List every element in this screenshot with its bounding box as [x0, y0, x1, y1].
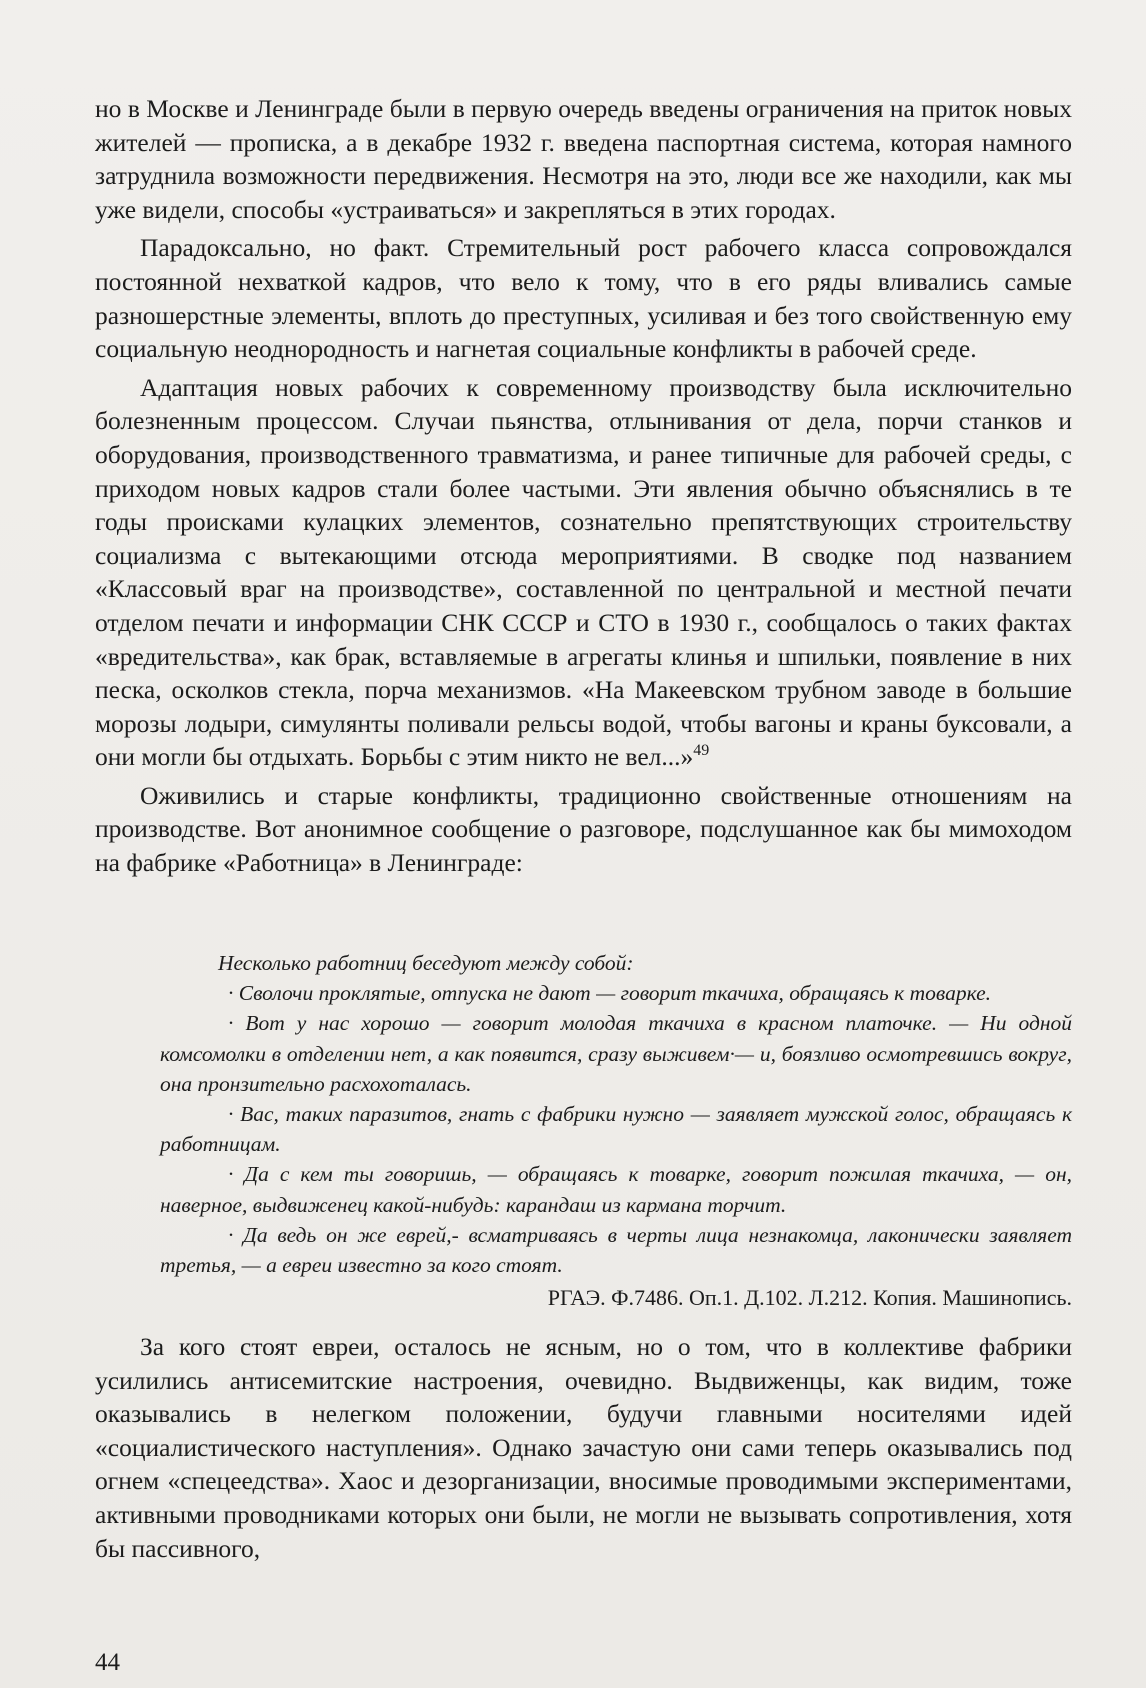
main-text-top	[95, 92, 1072, 880]
paragraph-conflicts: Оживились и старые конфликты, традиционно свойственные отношениям на производстве. Вот анонимное сообщение о разговоре, подслушанное как бы мимоходом на фабрике «Работница» в Ленинграде:	[95, 780, 1072, 878]
paragraph-paradox: Парадоксально, но факт. Стремительный рост рабочего класса сопровождался постоянной нехваткой кадров, что вело к тому, что в его ряды вливались самые разношерстные элементы, вплоть до преступных, усиливая и без того свойственную ему социальную неоднородность и нагнетая социальные конфликты в рабочей среде.	[95, 233, 1072, 364]
paragraph-adaptation-text: Адаптация новых рабочих к современному производству была исключительно болезненным процессом. Случаи пьянства, отлынивания от дела, порчи станков и оборудования, производственного травматизма, и ранее типичные для рабочей среды, с приходом новых кадров стали более частыми. Эти явления обычно объяснялись в те годы происками кулацких элементов, сознательно препятствующих строительству социализма с вытекающими отсюда мероприятиями. В сводке под названием «Классовый враг на производстве», составленной по центральной и местной печати отделом печати и информации СНК СССР и СТО в 1930 г., сообщалось о таких фактах «вредительства», как брак, вставляемые в агрегаты клинья и шпильки, появление в них песка, осколков стекла, порча механизмов. «На Макеевском трубном заводе в большие морозы лодыри, симулянты поливали рельсы водой, чтобы вагоны и краны буксовали, а они могли бы отдыхать. Борьбы с этим никто не вел...»	[95, 372, 1072, 772]
quote-line: · Вас, таких паразитов, гнать с фабрики нужно — заявляет мужской голос, обращаясь к работницам.	[160, 1102, 1072, 1157]
paragraph-continuation: но в Москве и Ленинграде были в первую очередь введены ограничения на приток новых жителей — прописка, а в декабре 1932 г. введена паспортная система, которая намного затруднила возможности передвижения. Несмотря на это, люди все же находили, как мы уже видели, способы «устраиваться» и закрепляться в этих городах.	[95, 94, 1072, 224]
main-text-bottom	[95, 1330, 1072, 1565]
quote-line: · Сволочи проклятые, отпуска не дают — говорит ткачиха, обращаясь к товарке.	[228, 981, 992, 1006]
paragraph-adaptation	[95, 371, 1072, 774]
quote-intro: Несколько работниц беседуют между собой:	[218, 951, 634, 975]
quote-line: · Да ведь он же еврей,- всматриваясь в черты лица незнакомца, лаконически заявляет третья, — а евреи известно за кого стоят.	[160, 1222, 1072, 1278]
page-number: 44	[95, 1649, 120, 1676]
quoted-dialogue	[160, 948, 1072, 1280]
archive-source: РГАЭ. Ф.7486. Оп.1. Д.102. Л.212. Копия. Машинопись.	[547, 1285, 1072, 1310]
quote-line: · Вот у нас хорошо — говорит молодая ткачиха в красном платочке. — Ни одной комсомолки в отделении нет, а как появится, сразу выживем·— и, боязливо осмотревшись вокруг, она пронзительно расхохоталась.	[160, 1011, 1072, 1096]
paragraph-jews: За кого стоят евреи, осталось не ясным, но о том, что в коллективе фабрики усилились антисемитские настроения, очевидно. Выдвиженцы, как видим, тоже оказывались в нелегком положении, будучи главными носителями идей «социалистического наступления». Однако зачастую они сами теперь оказывались под огнем «спецеедства». Хаос и дезорганизации, вносимые проводимыми экспериментами, активными проводниками которых они были, не могли не вызывать сопротивления, хотя бы пассивного,	[95, 1332, 1072, 1563]
quote-line: · Да с кем ты говоришь, — обращаясь к товарке, говорит пожилая ткачиха, — он, наверное, выдвиженец какой-нибудь: карандаш из кармана торчит.	[160, 1162, 1072, 1217]
footnote-ref: 49	[693, 742, 710, 760]
